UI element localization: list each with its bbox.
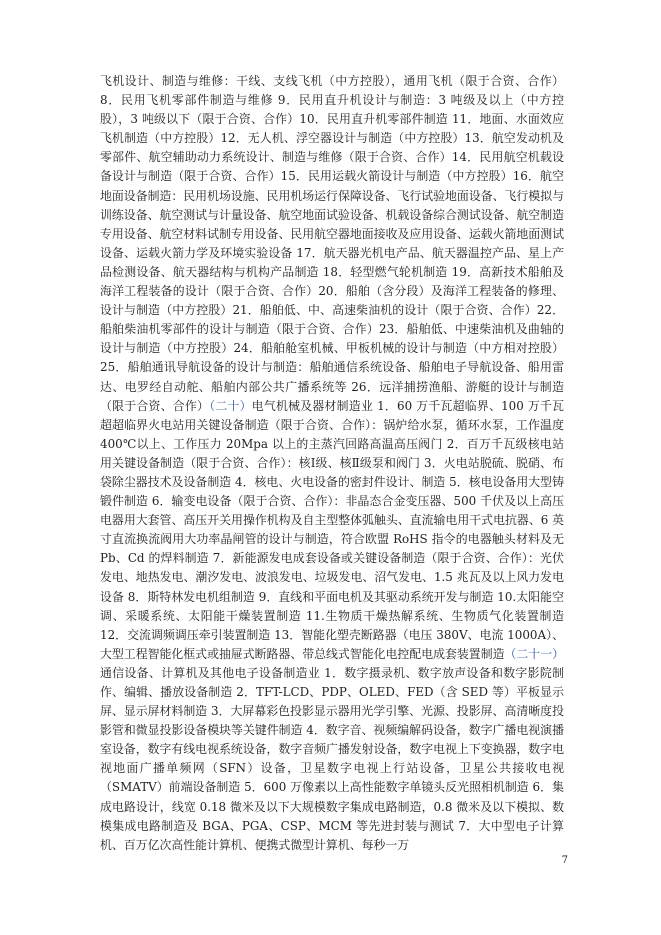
paragraph — [100, 72, 564, 855]
text-segment-3: 通信设备、计算机及其他电子设备制造业 1．数字摄录机、数字放声设备和数字影院制作、编辑、播放设备制造 2．TFT-LCD、PDP、OLED、FED（含 SED 等）平板显示屏、显示屏材料制造 3．大屏幕彩色投影显示器用光学引擎、光源、投影屏、高清晰度投影管和微显投影设备模块等关键件制造 4．数字音、视频编解码设备，数字广播电视演播室设备，数字有线电视系统设备，数字音频广播发射设备，数字电视上下变换器，数字电视地面广播单频网（SFN）设备，卫星数字电视上行站设备，卫星公共接收电视（SMATV）前端设备制造 5．600 万像素以上高性能数字单镜头反光照相机制造 6．集成电路设计，线宽 0.18 微米及以下大规模数字集成电路制造，0.8 微米及以下模拟、数模集成电路制造及 BGA、PGA、CSP、MCM 等先进封装与测试 7．大中型电子计算机、百万亿次高性能计算机、便携式微型计算机、每秒一万 — [100, 665, 564, 852]
page-number: 7 — [561, 855, 568, 866]
text-segment-2: 电气机械及器材制造业 1．60 万千瓦超临界、100 万千瓦超超临界火电站用关键设备制造（限于合资、合作）：锅炉给水泵，循环水泵，工作温度 400℃以上、工作压力 20Mpa 以上的主蒸汽回路高温高压阀门 2．百万千瓦级核电站用关键设备制造（限于合资、合作）：核Ⅰ级、核Ⅱ级泵和阀门 3．火电站脱硫、脱硝、布袋除尘器技术及设备制造 4．核电、火电设备的密封件设计、制造 5．核电设备用大型铸锻件制造 6．输变电设备（限于合资、合作）：非晶态合金变压器、500 千伏及以上高压电器用大套管、高压开关用操作机构及自主型整体弧触头、直流输电用干式电抗器、6 英寸直流换流阀用大功率晶闸管的设计与制造，符合欧盟 RoHS 指令的电器触头材料及无 Pb、Cd 的焊料制造 7．新能源发电成套设备或关键设备制造（限于合资、合作）：光伏发电、地热发电、潮汐发电、波浪发电、垃圾发电、沼气发电、1.5 兆瓦及以上风力发电设备 8．斯特林发电机组制造 9．直线和平面电机及其驱动系统开发与制造 10.太阳能空调、采暖系统、太阳能干燥装置制造 11.生物质干燥热解系统、生物质气化装置制造 12．交流调频调压牵引装置制造 13．智能化塑壳断路器（电压 380V、电流 1000A）、大型工程智能化框式或抽屉式断路器、带总线式智能化电控配电成套装置制造 — [100, 398, 564, 661]
body-text — [100, 72, 564, 855]
text-segment-1: 飞机设计、制造与维修：干线、支线飞机（中方控股），通用飞机（限于合资、合作）8．民用飞机零部件制造与维修 9．民用直升机设计与制造：3 吨级及以上（中方控股），3 吨级以下（限于合资、合作）10．民用直升机零部件制造 11．地面、水面效应飞机制造（中方控股）12．无人机、浮空器设计与制造（中方控股）13．航空发动机及零部件、航空辅助动力系统设计、制造与维修（限于合资、合作）14．民用航空机载设备设计与制造（限于合资、合作）15．民用运载火箭设计与制造（中方控股）16．航空地面设备制造：民用机场设施、民用机场运行保障设备、飞行试验地面设备、飞行模拟与训练设备、航空测试与计量设备、航空地面试验设备、机载设备综合测试设备、航空制造专用设备、航空材料试制专用设备、民用航空器地面接收及应用设备、运载火箭地面测试设备、运载火箭力学及环境实验设备 17．航天器光机电产品、航天器温控产品、星上产品检测设备、航天器结构与机构产品制造 18．轻型燃气轮机制造 19．高新技术船舶及海洋工程装备的设计（限于合资、合作）20．船舶（含分段）及海洋工程装备的修理、设计与制造（中方控股）21．船舶低、中、高速柴油机的设计（限于合资、合作）22．船舶柴油机零部件的设计与制造（限于合资、合作）23．船舶低、中速柴油机及曲轴的设计与制造（中方控股）24．船舶舱室机械、甲板机械的设计与制造（中方相对控股）25．船舶通讯导航设备的设计与制造：船舶通信系统设备、船舶电子导航设备、船用雷达、电罗经自动舵、船舶内部公共广播系统等 26．远洋捕捞渔船、游艇的设计与制造（限于合资、合作） — [100, 74, 564, 413]
section-heading-21[interactable]: （二十一） — [504, 646, 564, 661]
section-heading-20[interactable]: （二十） — [209, 398, 252, 413]
